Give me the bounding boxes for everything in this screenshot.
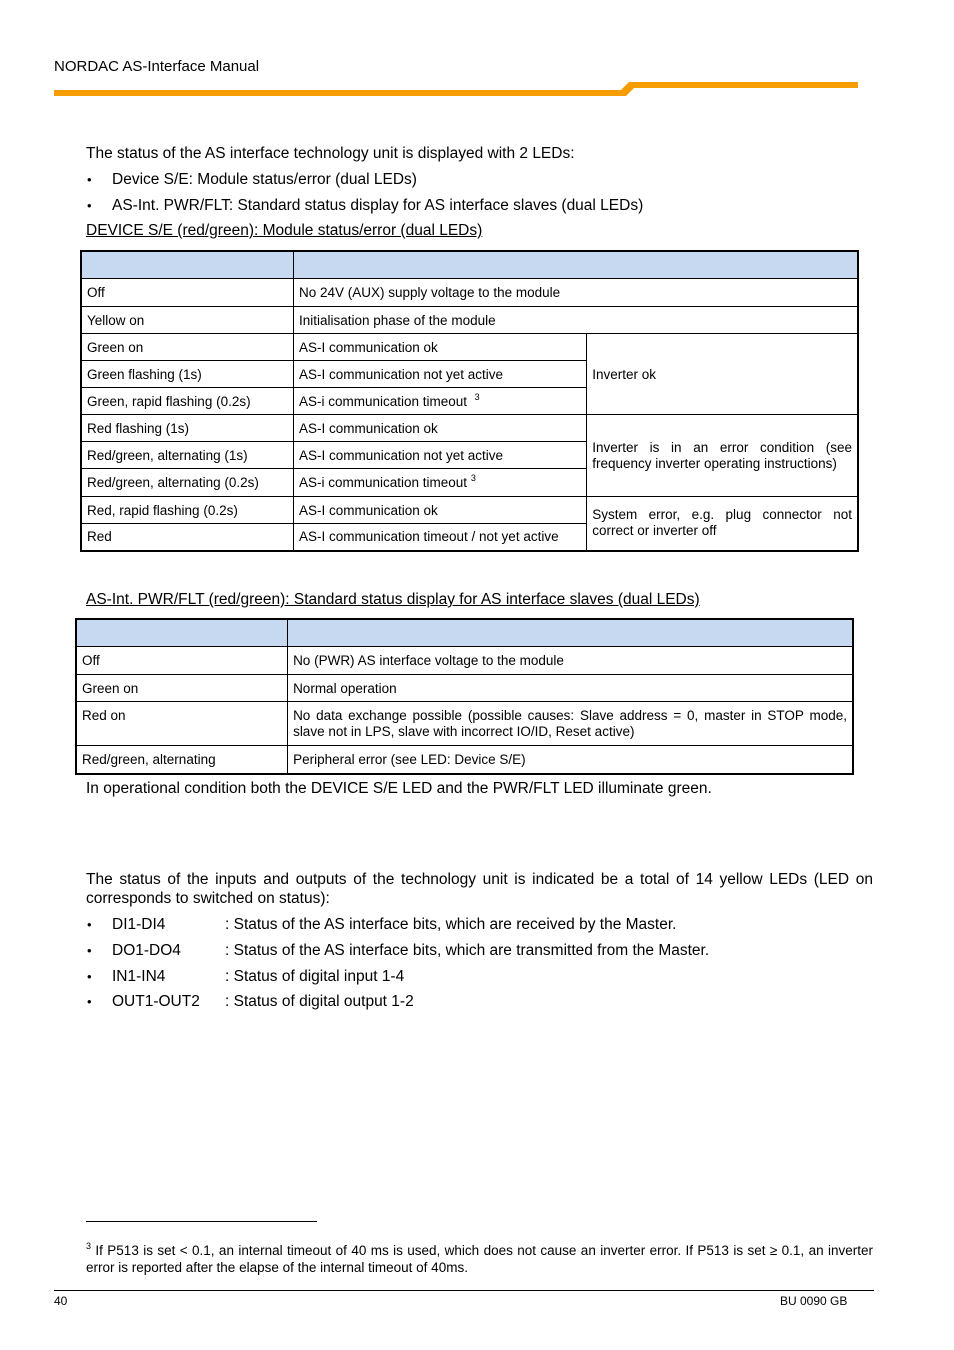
footnote-text: If P513 is set < 0.1, an internal timeout of 40 ms is used, which does not cause an inverter error. If P513 is set ≥ 0.1, an inverter error is reported after the elapse of the internal timeout of 40ms. bbox=[86, 1243, 873, 1275]
table-row bbox=[81, 279, 858, 307]
comm-status bbox=[293, 469, 586, 497]
io-item-desc: : Status of the AS interface bits, which are transmitted from the Master. bbox=[225, 942, 710, 959]
led-state: Red/green, alternating bbox=[76, 746, 288, 774]
io-item-desc: : Status of digital input 1-4 bbox=[225, 968, 405, 985]
device-se-table bbox=[80, 250, 859, 552]
led-state: Green, rapid flashing (0.2s) bbox=[81, 388, 293, 415]
led-meaning: Normal operation bbox=[288, 675, 853, 702]
footnote-separator bbox=[86, 1221, 317, 1222]
led-state: Green on bbox=[76, 675, 288, 702]
led-meaning: No data exchange possible (possible causes: Slave address = 0, master in STOP mode, slave not in LPS, slave with incorrect IO/ID, Reset active) bbox=[288, 702, 853, 746]
bullet-dot: • bbox=[87, 198, 92, 213]
comm-status: AS-I communication ok bbox=[293, 415, 586, 442]
footnote-ref: 3 bbox=[474, 391, 480, 402]
led-state: Off bbox=[76, 647, 288, 675]
led-state: Red, rapid flashing (0.2s) bbox=[81, 497, 293, 524]
table2-caption: AS-Int. PWR/FLT (red/green): Standard status display for AS interface slaves (dual LEDs) bbox=[86, 591, 700, 608]
io-text: The status of the inputs and outputs of the technology unit is indicated be a total of 14 yellow LEDs (LED on corresponds to switched on status): bbox=[86, 871, 873, 907]
comm-status bbox=[293, 388, 586, 415]
bullet-dot: • bbox=[87, 172, 92, 187]
table-row bbox=[76, 647, 853, 675]
comm-status: AS-I communication not yet active bbox=[293, 361, 586, 388]
comm-text: AS-i communication timeout bbox=[298, 393, 468, 409]
led-meaning: No (PWR) AS interface voltage to the module bbox=[288, 647, 853, 675]
led-meaning: Initialisation phase of the module bbox=[293, 307, 858, 334]
footnote-ref: 3 bbox=[470, 473, 476, 483]
pwr-flt-table bbox=[75, 618, 854, 775]
comm-status: AS-I communication ok bbox=[293, 334, 586, 361]
bullet-dot: • bbox=[87, 969, 92, 984]
table-row bbox=[81, 334, 858, 361]
page-number: 40 bbox=[54, 1294, 68, 1308]
io-item-desc: : Status of digital output 1-2 bbox=[225, 993, 414, 1010]
table-row bbox=[81, 307, 858, 334]
io-item-desc: : Status of the AS interface bits, which are received by the Master. bbox=[225, 916, 677, 933]
intro-bullet: Device S/E: Module status/error (dual LEDs) bbox=[112, 171, 417, 188]
table-row bbox=[81, 497, 858, 524]
table-row bbox=[76, 702, 853, 746]
led-state: Red on bbox=[76, 702, 288, 746]
io-item-name: DI1-DI4 bbox=[112, 916, 166, 933]
inverter-status: Inverter is in an error condition (see frequency inverter operating instructions) bbox=[587, 415, 858, 497]
header-accent-bar bbox=[54, 82, 858, 98]
comm-status: AS-I communication ok bbox=[293, 497, 586, 524]
footnote-mark: 3 bbox=[86, 1241, 92, 1251]
io-item-name: IN1-IN4 bbox=[112, 968, 166, 985]
inverter-status: Inverter ok bbox=[587, 334, 858, 415]
bullet-dot: • bbox=[87, 917, 92, 932]
bullet-dot: • bbox=[87, 994, 92, 1009]
table1-caption: DEVICE S/E (red/green): Module status/error (dual LEDs) bbox=[86, 222, 483, 239]
table-row bbox=[81, 415, 858, 442]
operational-note: In operational condition both the DEVICE S/E LED and the PWR/FLT LED illuminate green. bbox=[86, 780, 712, 797]
document-code: BU 0090 GB bbox=[780, 1294, 848, 1308]
led-state: Red flashing (1s) bbox=[81, 415, 293, 442]
led-meaning: No 24V (AUX) supply voltage to the module bbox=[293, 279, 858, 307]
table-row bbox=[76, 675, 853, 702]
led-state: Yellow on bbox=[81, 307, 293, 334]
intro-bullet: AS-Int. PWR/FLT: Standard status display for AS interface slaves (dual LEDs) bbox=[112, 197, 644, 214]
header-title: NORDAC AS-Interface Manual bbox=[54, 58, 260, 75]
table-header-row bbox=[76, 619, 853, 647]
led-meaning: Peripheral error (see LED: Device S/E) bbox=[288, 746, 853, 774]
bullet-dot: • bbox=[87, 943, 92, 958]
table-row bbox=[76, 746, 853, 774]
led-state: Red/green, alternating (1s) bbox=[81, 442, 293, 469]
comm-text: AS-i communication timeout bbox=[298, 475, 468, 490]
inverter-status: System error, e.g. plug connector not correct or inverter off bbox=[587, 497, 858, 551]
intro-text: The status of the AS interface technology unit is displayed with 2 LEDs: bbox=[86, 145, 575, 162]
led-state: Red/green, alternating (0.2s) bbox=[81, 469, 293, 497]
led-state: Green on bbox=[81, 334, 293, 361]
table-header-row bbox=[81, 251, 858, 279]
led-state: Red bbox=[81, 524, 293, 551]
comm-status: AS-I communication timeout / not yet active bbox=[293, 524, 586, 551]
led-state: Green flashing (1s) bbox=[81, 361, 293, 388]
io-item-name: DO1-DO4 bbox=[112, 942, 181, 959]
footnote bbox=[86, 1242, 873, 1276]
io-item-name: OUT1-OUT2 bbox=[112, 993, 200, 1010]
comm-status: AS-I communication not yet active bbox=[293, 442, 586, 469]
footer-rule bbox=[54, 1290, 874, 1291]
led-state: Off bbox=[81, 279, 293, 307]
